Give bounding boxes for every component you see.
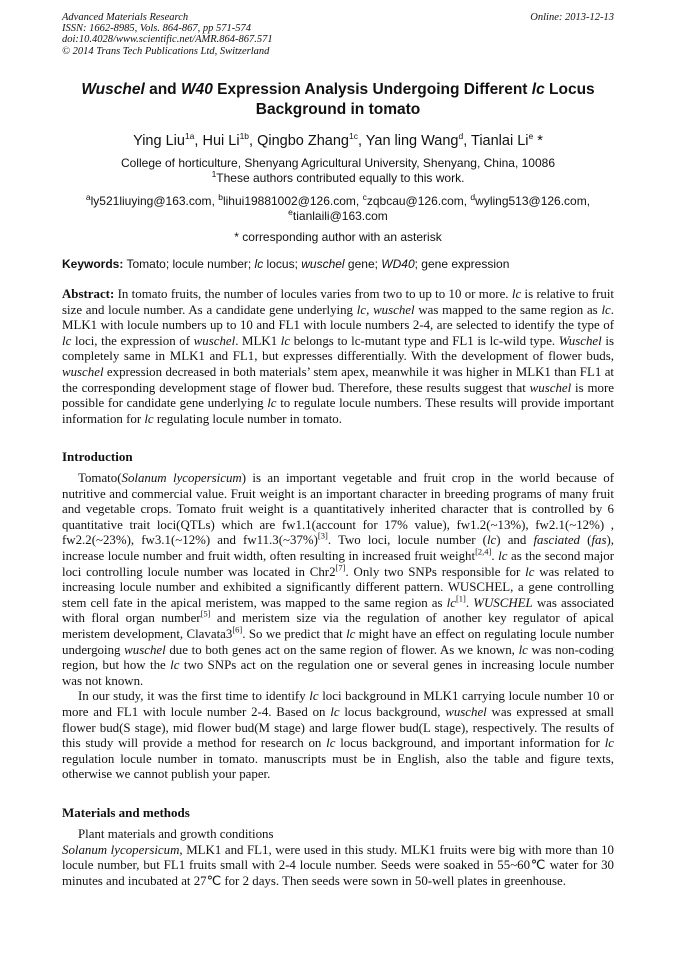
equal-contribution-note: $^1$These authors contributed equally to this work. (211, 168, 465, 185)
paper-title: Wuschel and W40 Expression Analysis Undergoing Different lc Locus Background in tomato (81, 81, 595, 118)
keywords: Keywords: Tomato; locule number; lc locus; wuschel gene; WD40; gene expression (62, 257, 510, 271)
abstract: Abstract: In tomato fruits, the number of locules varies from two to up to 10 or more. lc is relative to fruit size and locule number. As a candidate gene underlying lc, wuschel was mapped to the same region as lc. MLK1 with locule numbers up to 10 and FL1 with locule numbers 2-4, are selected to identify the type of lc loci, the expression of wuschel. MLK1 lc belongs to lc-mutant type and FL1 is lc-wild type. Wuschel is completely same in MLK1 and FL1, but expresses differentially. With the development of flower buds, wuschel expression decreased in both materials’ stem apex, meanwhile it was higher in MLK1 than FL1 at the corresponding development stage of flower bud. Therefore, these results suggest that wuschel is more possible for candidate gene underlying lc to regulate locule numbers. These results will provide important information for lc regulating locule number in tomato. (62, 287, 614, 426)
introduction-heading: Introduction (62, 449, 133, 464)
journal-header (62, 12, 273, 57)
methods-subheading: Plant materials and growth conditions (78, 827, 274, 841)
journal-name: Advanced Materials Research (62, 12, 189, 23)
corresponding-note: * corresponding author with an asterisk (234, 230, 442, 244)
methods-body (62, 827, 614, 889)
affiliation (62, 156, 614, 185)
intro-paragraph-2: In our study, it was the first time to identify lc loci background in MLK1 carrying locule number 10 or more and FL1 with locule number 2-4. Based on lc locus background, wuschel was expressed at small flower bud(S stage), mid flower bud(M stage) and large flower bud(L stage), respectively. The results of this study will provide a method for research on lc locus background, and important information for lc regulation locule number in tomato. manuscripts must be in English, also the table and figure texts, otherwise we cannot publish your paper. (62, 689, 615, 782)
introduction-body (62, 471, 614, 783)
copyright-line: © 2014 Trans Tech Publications Ltd, Switzerland (62, 45, 270, 57)
methods-heading: Materials and methods (62, 805, 190, 820)
author-emails: $^a$ly521liuying@163.com, $^b$lihui19881002@126.com, $^c$zqbcau@126.com, $^d$wyling513@126.com, $^e$tianlaili@163.com (85, 192, 591, 223)
issn-line: ISSN: 1662-8985, Vols. 864-867, pp 571-574 (62, 23, 251, 35)
author-list: Ying Liu$^{1a}$, Hui $Li^{1b}$, Qingbo Zhang$^{1c}$, Yan ling Wang$^d$, Tianlai Li$^e$ * (133, 131, 543, 149)
intro-paragraph-1: Tomato(Solanum lycopersicum) is an important vegetable and fruit crop in the world because of nutritive and commercial value. Fruit weight is an important character in breeding programs of many fruit and vegetable crops. Tomato fruit weight is a quantitatively inherited character that is controlled by 6 quantitative trait loci(QTLs) which are fw1.1(account for 17% value), fw1.2(~13%), fw2.1(~12%) , fw2.2(~23%), fw3.1(~12%) and fw11.3(~37%)[3]. Two loci, locule number (lc) and fasciated (fas), increase locule number and fruit width, often resulting in increased fruit weight[2,4]. lc as the second major loci controlling locule number was located in Chr2[7]. Only two SNPs responsible for lc was related to increasing locule number and exhibited a significantly different pattern. WUSCHEL, a gene controlling stem cell fate in the apical meristem, was mapped to the same region as lc[1]. WUSCHEL was associated with floral organ number[5] and meristem size via the regulation of another key regulator of apical meristem development, Clavata3[6]. So we predict that lc might have an effect on regulating locule number undergoing wuschel due to both genes act on the same region of flower. As we known, lc was non-coding region, but how the lc two SNPs act on the regulation one or several genes in increasing locule number was not known. (62, 471, 615, 688)
online-date: Online: 2013-12-13 (530, 12, 614, 23)
methods-paragraph-1: Solanum lycopersicum, MLK1 and FL1, were used in this study. MLK1 fruits were big with more than 10 locule number, but FL1 fruits small with 2-4 locule number. Seeds were soaked in 55~60℃ water for 30 minutes and incubated at 27℃ for 2 days. Then seeds were sown in 50-well plates in greenhouse. (62, 842, 614, 888)
doi-line: doi:10.4028/www.scientific.net/AMR.864-867.571 (62, 34, 273, 46)
college-line: College of horticulture, Shenyang Agricultural University, Shenyang, China, 10086 (120, 156, 556, 170)
